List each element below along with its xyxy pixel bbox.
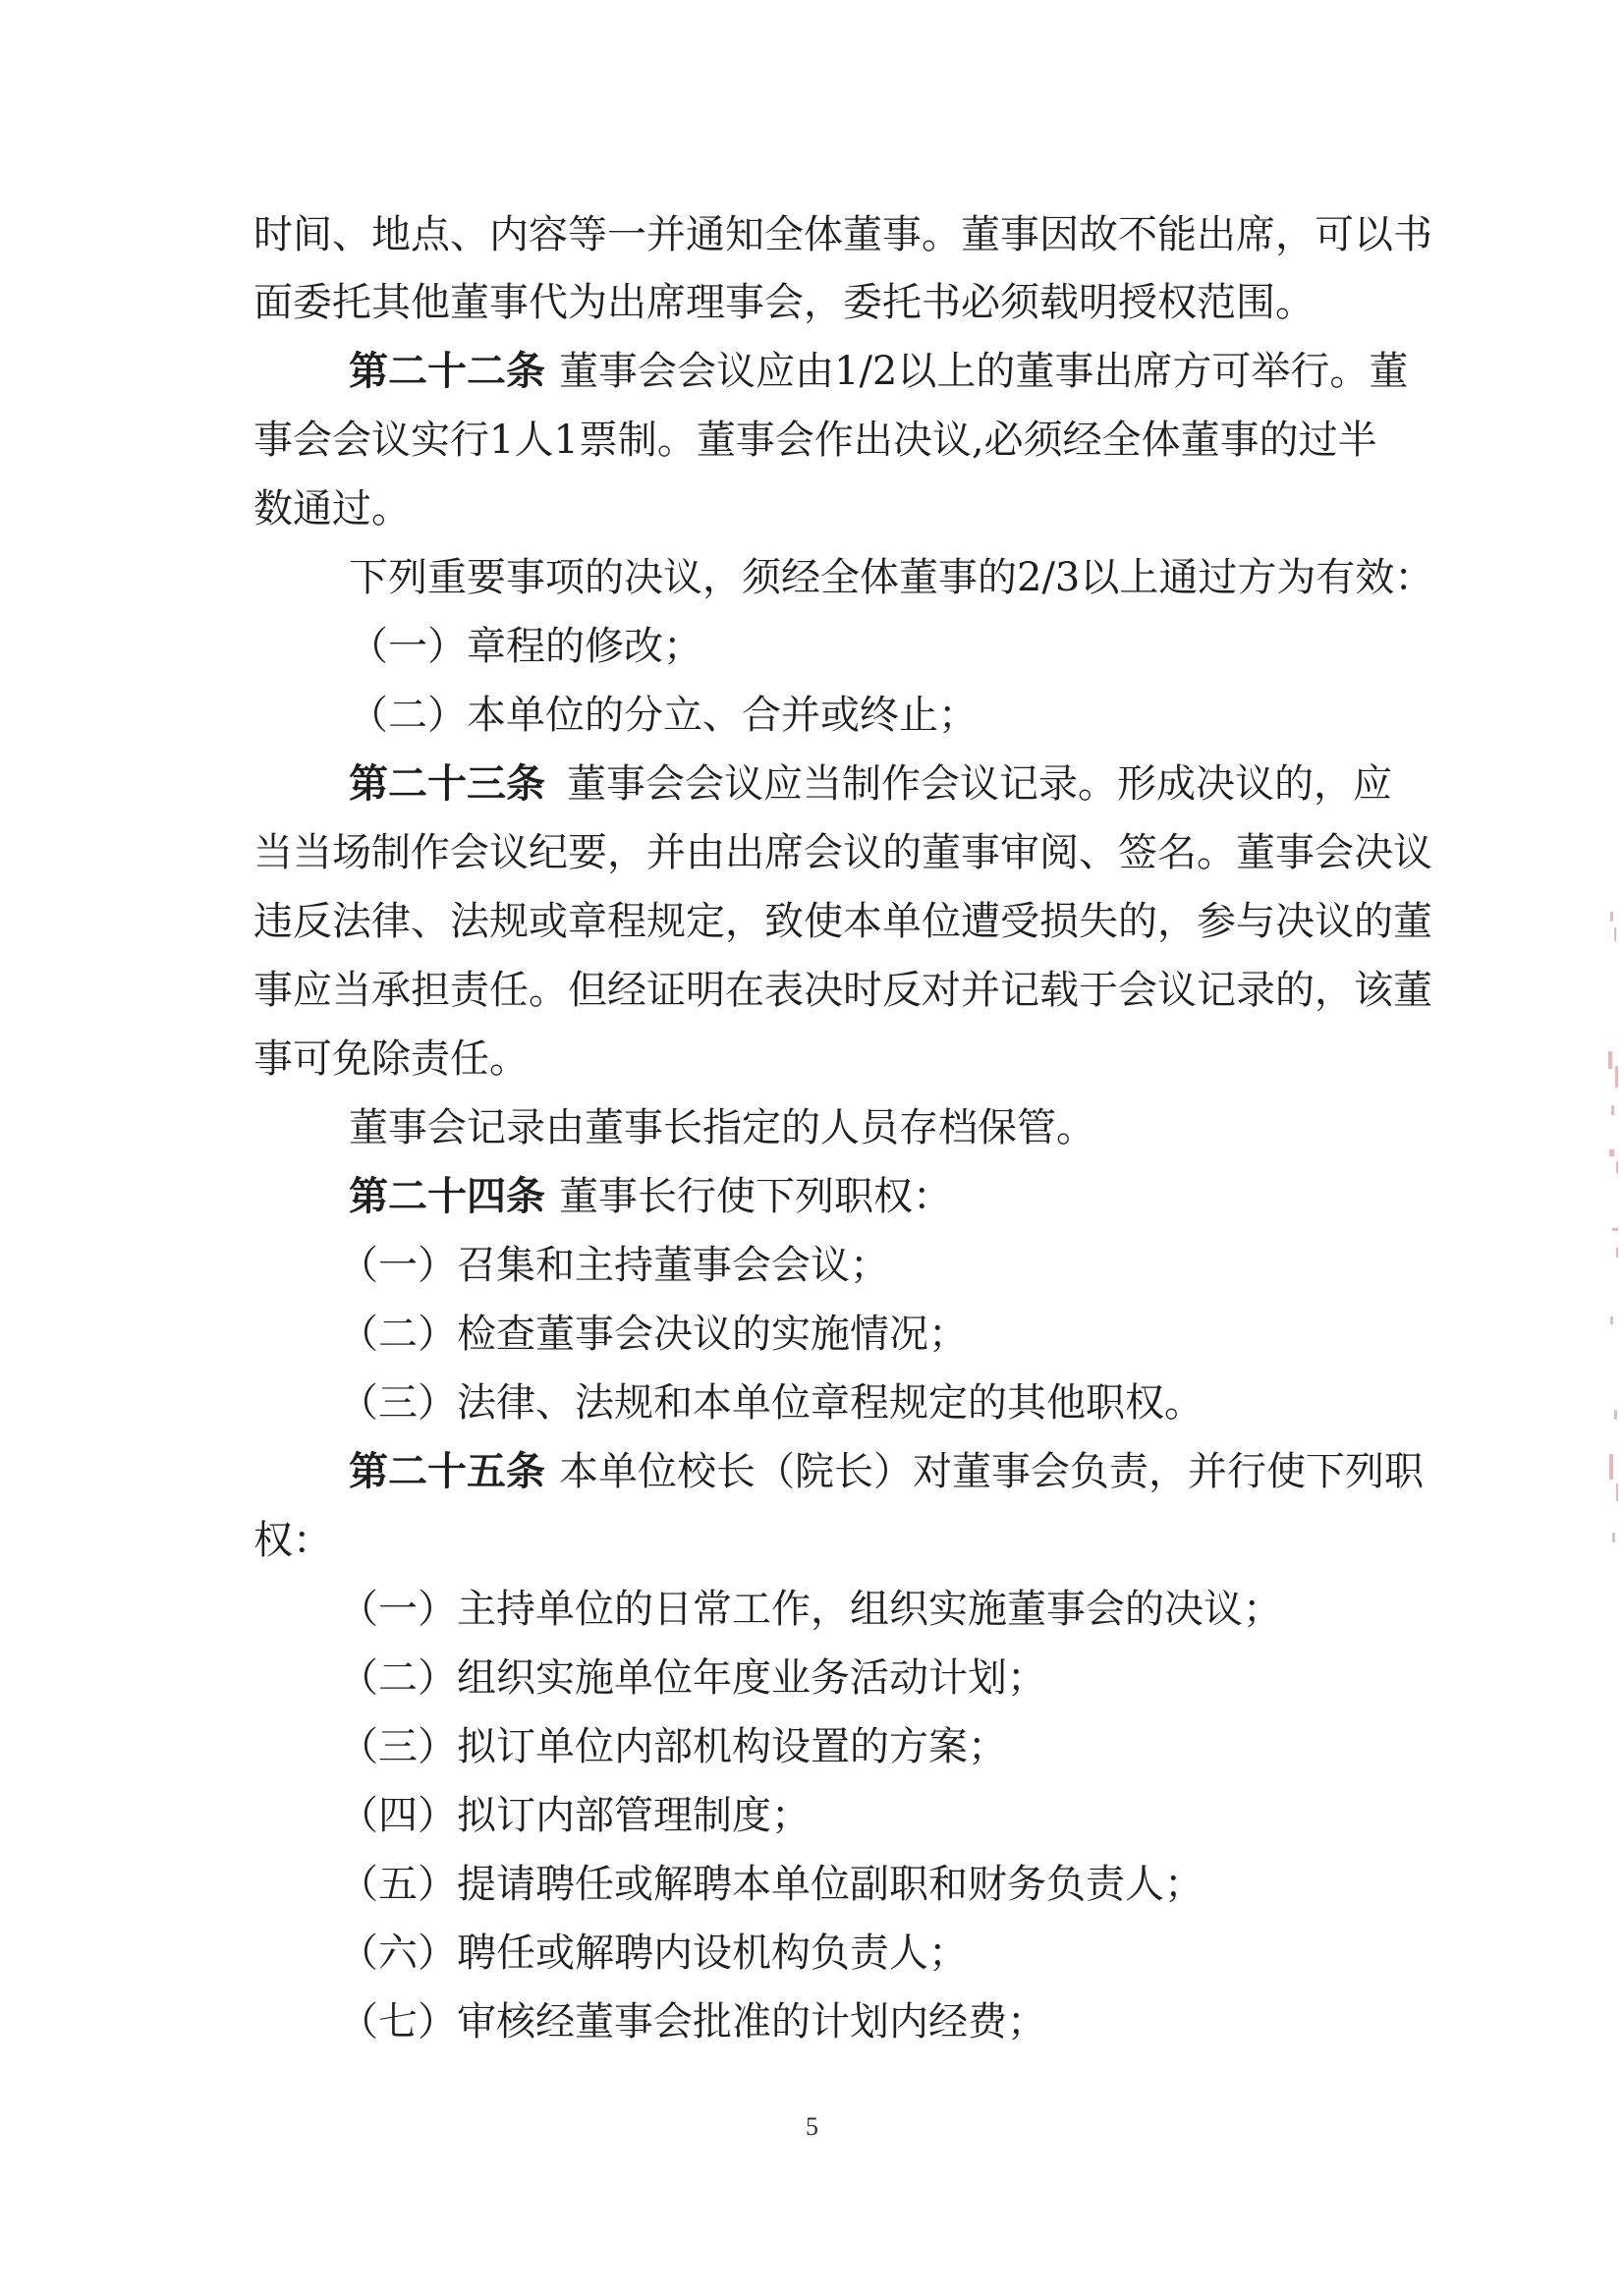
article-23-line — [349, 760, 1392, 808]
list-item: （四）拟订内部管理制度； — [339, 1793, 811, 1838]
article-24-line — [349, 1173, 952, 1220]
paragraph-text: 董事会会议应当制作会议记录。形成决议的，应 — [567, 761, 1392, 807]
paragraph-line: 事可免除责任。 — [253, 1036, 529, 1082]
list-item: （一）主持单位的日常工作，组织实施董事会的决议； — [339, 1587, 1282, 1632]
paragraph-line: 数通过。 — [253, 486, 411, 532]
article-23-heading: 第二十三条 — [349, 761, 545, 807]
paragraph-text: 董事会会议应由1/2以上的董事出席方可举行。董 — [559, 349, 1409, 394]
seal-edge-mark — [1593, 904, 1624, 1651]
list-item: （二）本单位的分立、合并或终止； — [349, 693, 978, 738]
list-item: （一）章程的修改； — [349, 624, 702, 669]
list-item: （三）法律、法规和本单位章程规定的其他职权。 — [339, 1380, 1204, 1426]
paragraph-line: 下列重要事项的决议，须经全体董事的2/3以上通过方为有效： — [349, 555, 1434, 600]
paragraph-line: 事会会议实行1人1票制。董事会作出决议,必须经全体董事的过半 — [253, 418, 1377, 463]
page-number: 5 — [806, 2112, 818, 2141]
paragraph-line: 权： — [253, 1518, 332, 1563]
article-25-line — [349, 1448, 1424, 1495]
article-25-heading: 第二十五条 — [349, 1449, 545, 1494]
list-item: （二）检查董事会决议的实施情况； — [339, 1312, 968, 1357]
article-22-heading: 第二十二条 — [349, 349, 545, 394]
list-item: （七）审核经董事会批准的计划内经费； — [339, 1999, 1046, 2044]
paragraph-line: 董事会记录由董事长指定的人员存档保管。 — [349, 1105, 1095, 1150]
paragraph-text: 本单位校长（院长）对董事会负责，并行使下列职 — [559, 1449, 1424, 1494]
article-22-line — [349, 348, 1409, 395]
paragraph-line: 面委托其他董事代为出席理事会，委托书必须载明授权范围。 — [253, 280, 1315, 325]
paragraph-line: 违反法律、法规或章程规定，致使本单位遭受损失的，参与决议的董 — [253, 899, 1432, 944]
list-item: （三）拟订单位内部机构设置的方案； — [339, 1724, 1007, 1769]
list-item: （二）组织实施单位年度业务活动计划； — [339, 1655, 1046, 1701]
list-item: （一）召集和主持董事会会议； — [339, 1243, 889, 1288]
list-item: （六）聘任或解聘内设机构负责人； — [339, 1931, 968, 1976]
paragraph-line: 时间、地点、内容等一并通知全体董事。董事因故不能出席，可以书 — [253, 212, 1432, 257]
paragraph-text: 董事长行使下列职权： — [559, 1174, 952, 1219]
paragraph-line: 当当场制作会议纪要，并由出席会议的董事审阅、签名。董事会决议 — [253, 830, 1432, 875]
list-item: （五）提请聘任或解聘本单位副职和财务负责人； — [339, 1862, 1204, 1907]
article-24-heading: 第二十四条 — [349, 1174, 545, 1219]
paragraph-line: 事应当承担责任。但经证明在表决时反对并记载于会议记录的，该董 — [253, 968, 1432, 1013]
